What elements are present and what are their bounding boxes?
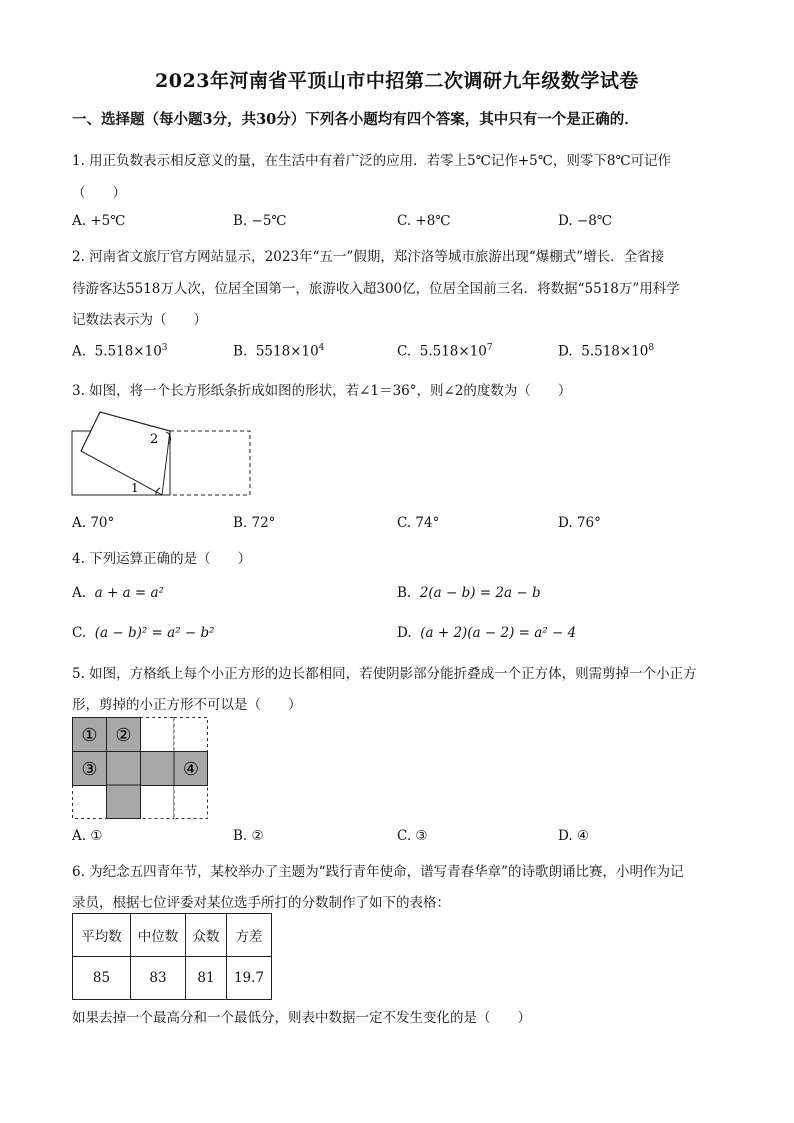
section-heading: 一、选择题（每小题3分，共30分）下列各小题均有四个答案，其中只有一个是正确的． xyxy=(72,111,639,128)
q6-text-line3: 如果去掉一个最高分和一个最低分，则表中数据一定不发生变化的是（ ） xyxy=(72,1010,531,1026)
q2-text-line2: 待游客达5518万人次，位居全国第一，旅游收入超300亿，位居全国前三名．将数据“5518万”用科学 xyxy=(72,281,680,297)
q1-text-line1: 1. 用正负数表示相反意义的量，在生活中有着广泛的应用．若零上5℃记作+5℃，则零下8℃可记作 xyxy=(72,153,672,169)
option-exponent: 7 xyxy=(486,343,493,353)
option-label: B. xyxy=(233,343,248,360)
option-label: A. xyxy=(72,585,87,601)
folded-strip-figure xyxy=(70,410,254,500)
option-expression: a + a = a² xyxy=(94,585,164,601)
q5-option-c: C. ③ xyxy=(397,828,428,844)
header-cell: 中位数 xyxy=(131,914,186,957)
cube-net-grid xyxy=(72,717,208,819)
option-label: D. xyxy=(397,625,412,641)
empty-cell xyxy=(140,718,174,752)
shaded-cell xyxy=(107,785,141,819)
angle-2-label: 2 xyxy=(150,432,159,447)
empty-cell xyxy=(73,785,107,819)
q4-text-line1: 4. 下列运算正确的是（ ） xyxy=(72,551,252,567)
option-base: 5518×10 xyxy=(255,343,319,360)
q4-option-a xyxy=(72,585,164,601)
header-cell: 方差 xyxy=(227,914,272,957)
option-expression: (a + 2)(a − 2) = a² − 4 xyxy=(420,625,577,641)
option-expression: (a − b)² = a² − b² xyxy=(94,625,215,641)
q2-option-c xyxy=(397,343,493,360)
q1-option-c: C. +8℃ xyxy=(397,213,451,229)
cell-label-3: ③ xyxy=(81,759,98,780)
option-label: B. xyxy=(397,585,412,601)
option-label: C. xyxy=(72,625,87,641)
option-exponent: 4 xyxy=(318,343,325,353)
empty-cell xyxy=(174,785,208,819)
option-exponent: 8 xyxy=(648,343,655,353)
q1-option-d: D. −8℃ xyxy=(558,213,612,229)
q3-option-c: C. 74° xyxy=(397,515,440,531)
empty-cell xyxy=(140,785,174,819)
q3-option-a: A. 70° xyxy=(72,515,115,531)
q2-option-a xyxy=(72,343,168,360)
q4-option-b xyxy=(397,585,541,601)
q4-option-d xyxy=(397,625,576,641)
q1-option-b: B. −5℃ xyxy=(233,213,287,229)
shaded-cell xyxy=(141,752,175,786)
header-cell: 平均数 xyxy=(73,914,131,957)
empty-cell xyxy=(174,718,208,752)
option-label: D. xyxy=(558,343,573,360)
cell-label-2: ② xyxy=(115,725,132,746)
page-title: 2023年河南省平顶山市中招第二次调研九年级数学试卷 xyxy=(155,70,639,92)
option-base: 5.518×10 xyxy=(94,343,162,360)
q2-option-d xyxy=(558,343,654,360)
q1-text-line2: （ ） xyxy=(72,185,126,201)
option-exponent: 3 xyxy=(161,343,168,353)
option-base: 5.518×10 xyxy=(581,343,649,360)
option-label: C. xyxy=(397,343,412,360)
q2-option-b xyxy=(233,343,324,360)
table-row xyxy=(73,957,272,1000)
q1-option-a: A. +5℃ xyxy=(72,213,126,229)
q5-text-line1: 5. 如图，方格纸上每个小正方形的边长都相同，若使阴影部分能折叠成一个正方体，则需剪掉一个小正方 xyxy=(72,666,697,682)
q5-text-line2: 形，剪掉的小正方形不可以是（ ） xyxy=(72,697,302,713)
q5-option-d: D. ④ xyxy=(558,828,590,844)
cell-label-1: ① xyxy=(81,725,98,746)
q4-option-c xyxy=(72,625,215,641)
angle-1-label: 1 xyxy=(131,481,139,495)
header-cell: 众数 xyxy=(186,914,227,957)
q6-text-line2: 录员，根据七位评委对某位选手所打的分数制作了如下的表格： xyxy=(72,895,450,911)
shaded-cell xyxy=(107,752,141,786)
q3-option-d: D. 76° xyxy=(558,515,601,531)
q5-option-b: B. ② xyxy=(233,828,264,844)
option-base: 5.518×10 xyxy=(419,343,487,360)
option-expression: 2(a − b) = 2a − b xyxy=(419,585,541,601)
value-cell: 83 xyxy=(131,957,186,1000)
score-stats-table xyxy=(72,913,272,1000)
q3-option-b: B. 72° xyxy=(233,515,276,531)
table-header-row xyxy=(73,914,272,957)
value-cell: 19.7 xyxy=(227,957,272,1000)
q3-text-line1: 3. 如图，将一个长方形纸条折成如图的形状，若∠1＝36°，则∠2的度数为（ ） xyxy=(72,383,572,399)
option-label: A. xyxy=(72,343,87,360)
cell-label-4: ④ xyxy=(182,759,200,780)
value-cell: 81 xyxy=(186,957,227,1000)
q5-option-a: A. ① xyxy=(72,828,103,844)
q6-text-line1: 6. 为纪念五四青年节，某校举办了主题为“践行青年使命，谱写青春华章”的诗歌朗诵比赛，小明作为记 xyxy=(72,864,684,880)
value-cell: 85 xyxy=(73,957,131,1000)
q2-text-line1: 2. 河南省文旅厅官方网站显示，2023年“五一”假期，郑汴洛等城市旅游出现“爆棚式”增长．全省接 xyxy=(72,249,665,265)
q2-text-line3: 记数法表示为（ ） xyxy=(72,312,207,328)
